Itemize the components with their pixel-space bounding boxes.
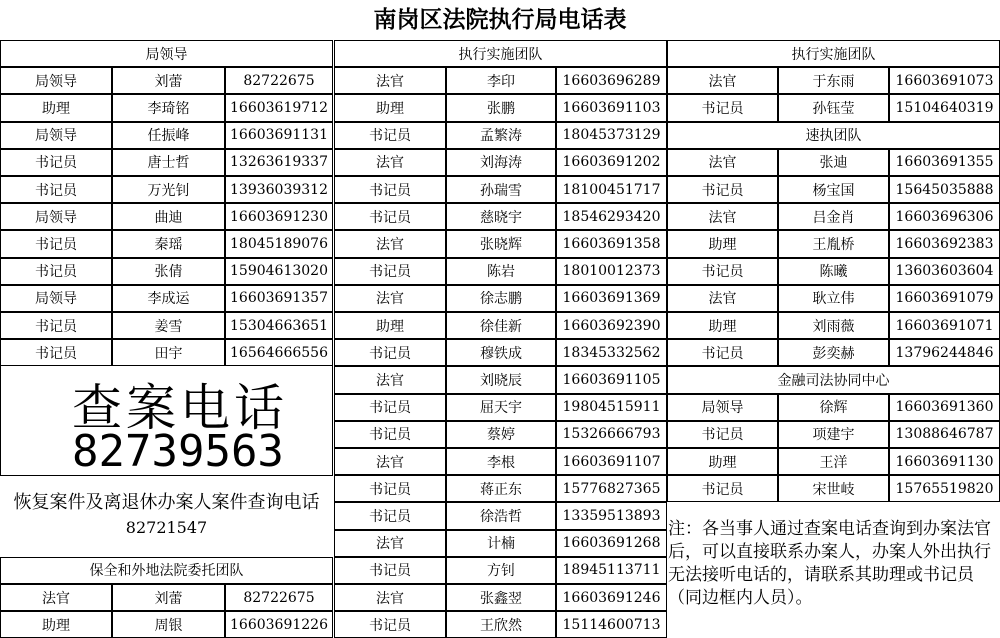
name-cell: 陈岩 — [446, 258, 556, 285]
phone-cell: 15645035888 — [889, 176, 1000, 203]
role-cell: 助理 — [334, 94, 446, 121]
role-cell: 书记员 — [334, 258, 446, 285]
section-header: 执行实施团队 — [667, 40, 1000, 67]
phone-cell: 18345332562 — [556, 339, 667, 366]
name-cell: 张晓辉 — [446, 230, 556, 257]
name-cell: 穆铁成 — [446, 339, 556, 366]
section-header: 执行实施团队 — [334, 40, 667, 67]
name-cell: 孙瑞雪 — [446, 176, 556, 203]
phone-cell: 13263619337 — [225, 149, 333, 176]
role-cell: 助理 — [667, 312, 778, 339]
role-cell: 书记员 — [667, 339, 778, 366]
phone-cell: 16603691355 — [889, 149, 1000, 176]
phone-cell: 16603691369 — [556, 285, 667, 312]
phone-cell: 16603691105 — [556, 366, 667, 393]
phone-cell: 16603691360 — [889, 394, 1000, 421]
name-cell: 吕金肖 — [778, 203, 889, 230]
phone-cell: 18045373129 — [556, 122, 667, 149]
phone-cell: 13796244846 — [889, 339, 1000, 366]
name-cell: 王胤桥 — [778, 230, 889, 257]
name-cell: 孙钰莹 — [778, 94, 889, 121]
phone-cell: 18546293420 — [556, 203, 667, 230]
name-cell: 曲迪 — [112, 203, 225, 230]
phone-cell: 16603691071 — [889, 312, 1000, 339]
section-header: 局领导 — [0, 40, 333, 67]
name-cell: 李根 — [446, 448, 556, 475]
name-cell: 姜雪 — [112, 312, 225, 339]
name-cell: 孟繁涛 — [446, 122, 556, 149]
name-cell: 刘蕾 — [112, 67, 225, 94]
phone-cell: 19804515911 — [556, 394, 667, 421]
name-cell: 徐佳新 — [446, 312, 556, 339]
phone-cell: 16603691103 — [556, 94, 667, 121]
name-cell: 蔡婷 — [446, 421, 556, 448]
role-cell: 法官 — [0, 584, 112, 611]
role-cell: 书记员 — [334, 122, 446, 149]
name-cell: 张倩 — [112, 258, 225, 285]
phone-cell: 13088646787 — [889, 421, 1000, 448]
name-cell: 李成运 — [112, 285, 225, 312]
name-cell: 李琦铭 — [112, 94, 225, 121]
role-cell: 书记员 — [334, 339, 446, 366]
name-cell: 唐士哲 — [112, 149, 225, 176]
role-cell: 书记员 — [0, 230, 112, 257]
name-cell: 杨宝国 — [778, 176, 889, 203]
role-cell: 书记员 — [334, 203, 446, 230]
note-text: 注：各当事人通过查案电话查询到办案法官后，可以直接联系办案人，办案人外出执行无法接听电话的，请联系其助理或书记员（同边框内人员）。 — [668, 519, 991, 608]
name-cell: 慈晓宇 — [446, 203, 556, 230]
phone-cell: 16603691073 — [889, 67, 1000, 94]
role-cell: 书记员 — [334, 557, 446, 584]
role-cell: 书记员 — [334, 394, 446, 421]
role-cell: 书记员 — [0, 176, 112, 203]
phone-cell: 15776827365 — [556, 475, 667, 502]
name-cell: 屈天宇 — [446, 394, 556, 421]
name-cell: 任振峰 — [112, 122, 225, 149]
name-cell: 方钊 — [446, 557, 556, 584]
phone-cell: 16603691131 — [225, 122, 333, 149]
phone-cell: 15904613020 — [225, 258, 333, 285]
name-cell: 于东雨 — [778, 67, 889, 94]
role-cell: 书记员 — [667, 475, 778, 502]
role-cell: 书记员 — [334, 176, 446, 203]
section-header: 金融司法协同中心 — [667, 366, 1000, 393]
phone-cell: 15304663651 — [225, 312, 333, 339]
role-cell: 书记员 — [334, 611, 446, 638]
role-cell: 局领导 — [0, 122, 112, 149]
role-cell: 书记员 — [667, 176, 778, 203]
phone-cell: 16603691202 — [556, 149, 667, 176]
role-cell: 助理 — [0, 94, 112, 121]
name-cell: 王欣然 — [446, 611, 556, 638]
phone-cell: 13359513893 — [556, 502, 667, 529]
phone-cell: 16603691130 — [889, 448, 1000, 475]
name-cell: 彭奕赫 — [778, 339, 889, 366]
phone-cell: 18945113711 — [556, 557, 667, 584]
name-cell: 耿立伟 — [778, 285, 889, 312]
phone-cell: 16603691268 — [556, 530, 667, 557]
name-cell: 秦瑶 — [112, 230, 225, 257]
name-cell: 张迪 — [778, 149, 889, 176]
role-cell: 局领导 — [0, 285, 112, 312]
role-cell: 法官 — [334, 285, 446, 312]
phone-cell: 16564666556 — [225, 339, 333, 366]
role-cell: 助理 — [667, 448, 778, 475]
role-cell: 法官 — [334, 584, 446, 611]
role-cell: 法官 — [667, 67, 778, 94]
name-cell: 李印 — [446, 67, 556, 94]
name-cell: 田宇 — [112, 339, 225, 366]
recovery-number: 82721547 — [125, 518, 208, 537]
role-cell: 局领导 — [0, 203, 112, 230]
role-cell: 法官 — [334, 149, 446, 176]
role-cell: 助理 — [334, 312, 446, 339]
phone-cell: 15326666793 — [556, 421, 667, 448]
phone-cell: 16603692390 — [556, 312, 667, 339]
role-cell: 法官 — [334, 366, 446, 393]
phone-cell: 16603691230 — [225, 203, 333, 230]
role-cell: 书记员 — [667, 258, 778, 285]
section-header: 保全和外地法院委托团队 — [0, 557, 333, 584]
recovery-label: 恢复案件及离退休办案人案件查询电话 — [13, 492, 320, 513]
role-cell: 局领导 — [0, 67, 112, 94]
role-cell: 法官 — [334, 530, 446, 557]
role-cell: 助理 — [667, 230, 778, 257]
phone-cell: 16603691246 — [556, 584, 667, 611]
phone-cell: 15104640319 — [889, 94, 1000, 121]
name-cell: 宋世岐 — [778, 475, 889, 502]
role-cell: 书记员 — [0, 312, 112, 339]
role-cell: 局领导 — [667, 394, 778, 421]
name-cell: 项建宇 — [778, 421, 889, 448]
name-cell: 刘雨薇 — [778, 312, 889, 339]
phone-cell: 18010012373 — [556, 258, 667, 285]
role-cell: 法官 — [667, 203, 778, 230]
name-cell: 徐辉 — [778, 394, 889, 421]
role-cell: 法官 — [667, 149, 778, 176]
phone-cell: 82722675 — [225, 67, 333, 94]
page-title: 南岗区法院执行局电话表 — [373, 6, 627, 33]
role-cell: 书记员 — [667, 421, 778, 448]
section-header: 速执团队 — [667, 122, 1000, 149]
phone-cell: 13936039312 — [225, 176, 333, 203]
phone-cell: 15114600713 — [556, 611, 667, 638]
phone-cell: 13603603604 — [889, 258, 1000, 285]
name-cell: 刘晓辰 — [446, 366, 556, 393]
role-cell: 书记员 — [0, 258, 112, 285]
name-cell: 刘海涛 — [446, 149, 556, 176]
name-cell: 万光钊 — [112, 176, 225, 203]
phone-cell: 16603691226 — [225, 611, 333, 638]
role-cell: 法官 — [334, 67, 446, 94]
role-cell: 法官 — [667, 285, 778, 312]
phone-cell: 16603692383 — [889, 230, 1000, 257]
name-cell: 刘蕾 — [112, 584, 225, 611]
phone-cell: 16603691358 — [556, 230, 667, 257]
phone-cell: 18045189076 — [225, 230, 333, 257]
role-cell: 书记员 — [0, 339, 112, 366]
role-cell: 书记员 — [334, 502, 446, 529]
role-cell: 法官 — [334, 448, 446, 475]
name-cell: 徐志鹏 — [446, 285, 556, 312]
phone-cell: 18100451717 — [556, 176, 667, 203]
phone-cell: 16603691107 — [556, 448, 667, 475]
role-cell: 书记员 — [334, 475, 446, 502]
role-cell: 书记员 — [0, 149, 112, 176]
name-cell: 王洋 — [778, 448, 889, 475]
role-cell: 助理 — [0, 611, 112, 638]
hotline-number: 82739563 — [72, 426, 284, 477]
phone-cell: 16603696306 — [889, 203, 1000, 230]
phone-cell: 16603696289 — [556, 67, 667, 94]
role-cell: 法官 — [334, 230, 446, 257]
phone-cell: 82722675 — [225, 584, 333, 611]
name-cell: 计楠 — [446, 530, 556, 557]
name-cell: 徐浩哲 — [446, 502, 556, 529]
name-cell: 张鹏 — [446, 94, 556, 121]
phone-cell: 16603691079 — [889, 285, 1000, 312]
name-cell: 张鑫翌 — [446, 584, 556, 611]
phone-cell: 16603691357 — [225, 285, 333, 312]
name-cell: 蒋正东 — [446, 475, 556, 502]
role-cell: 书记员 — [667, 94, 778, 121]
name-cell: 陈曦 — [778, 258, 889, 285]
phone-cell: 16603619712 — [225, 94, 333, 121]
phone-cell: 15765519820 — [889, 475, 1000, 502]
hotline-label: 查案电话 — [72, 379, 288, 437]
role-cell: 书记员 — [334, 421, 446, 448]
name-cell: 周银 — [112, 611, 225, 638]
